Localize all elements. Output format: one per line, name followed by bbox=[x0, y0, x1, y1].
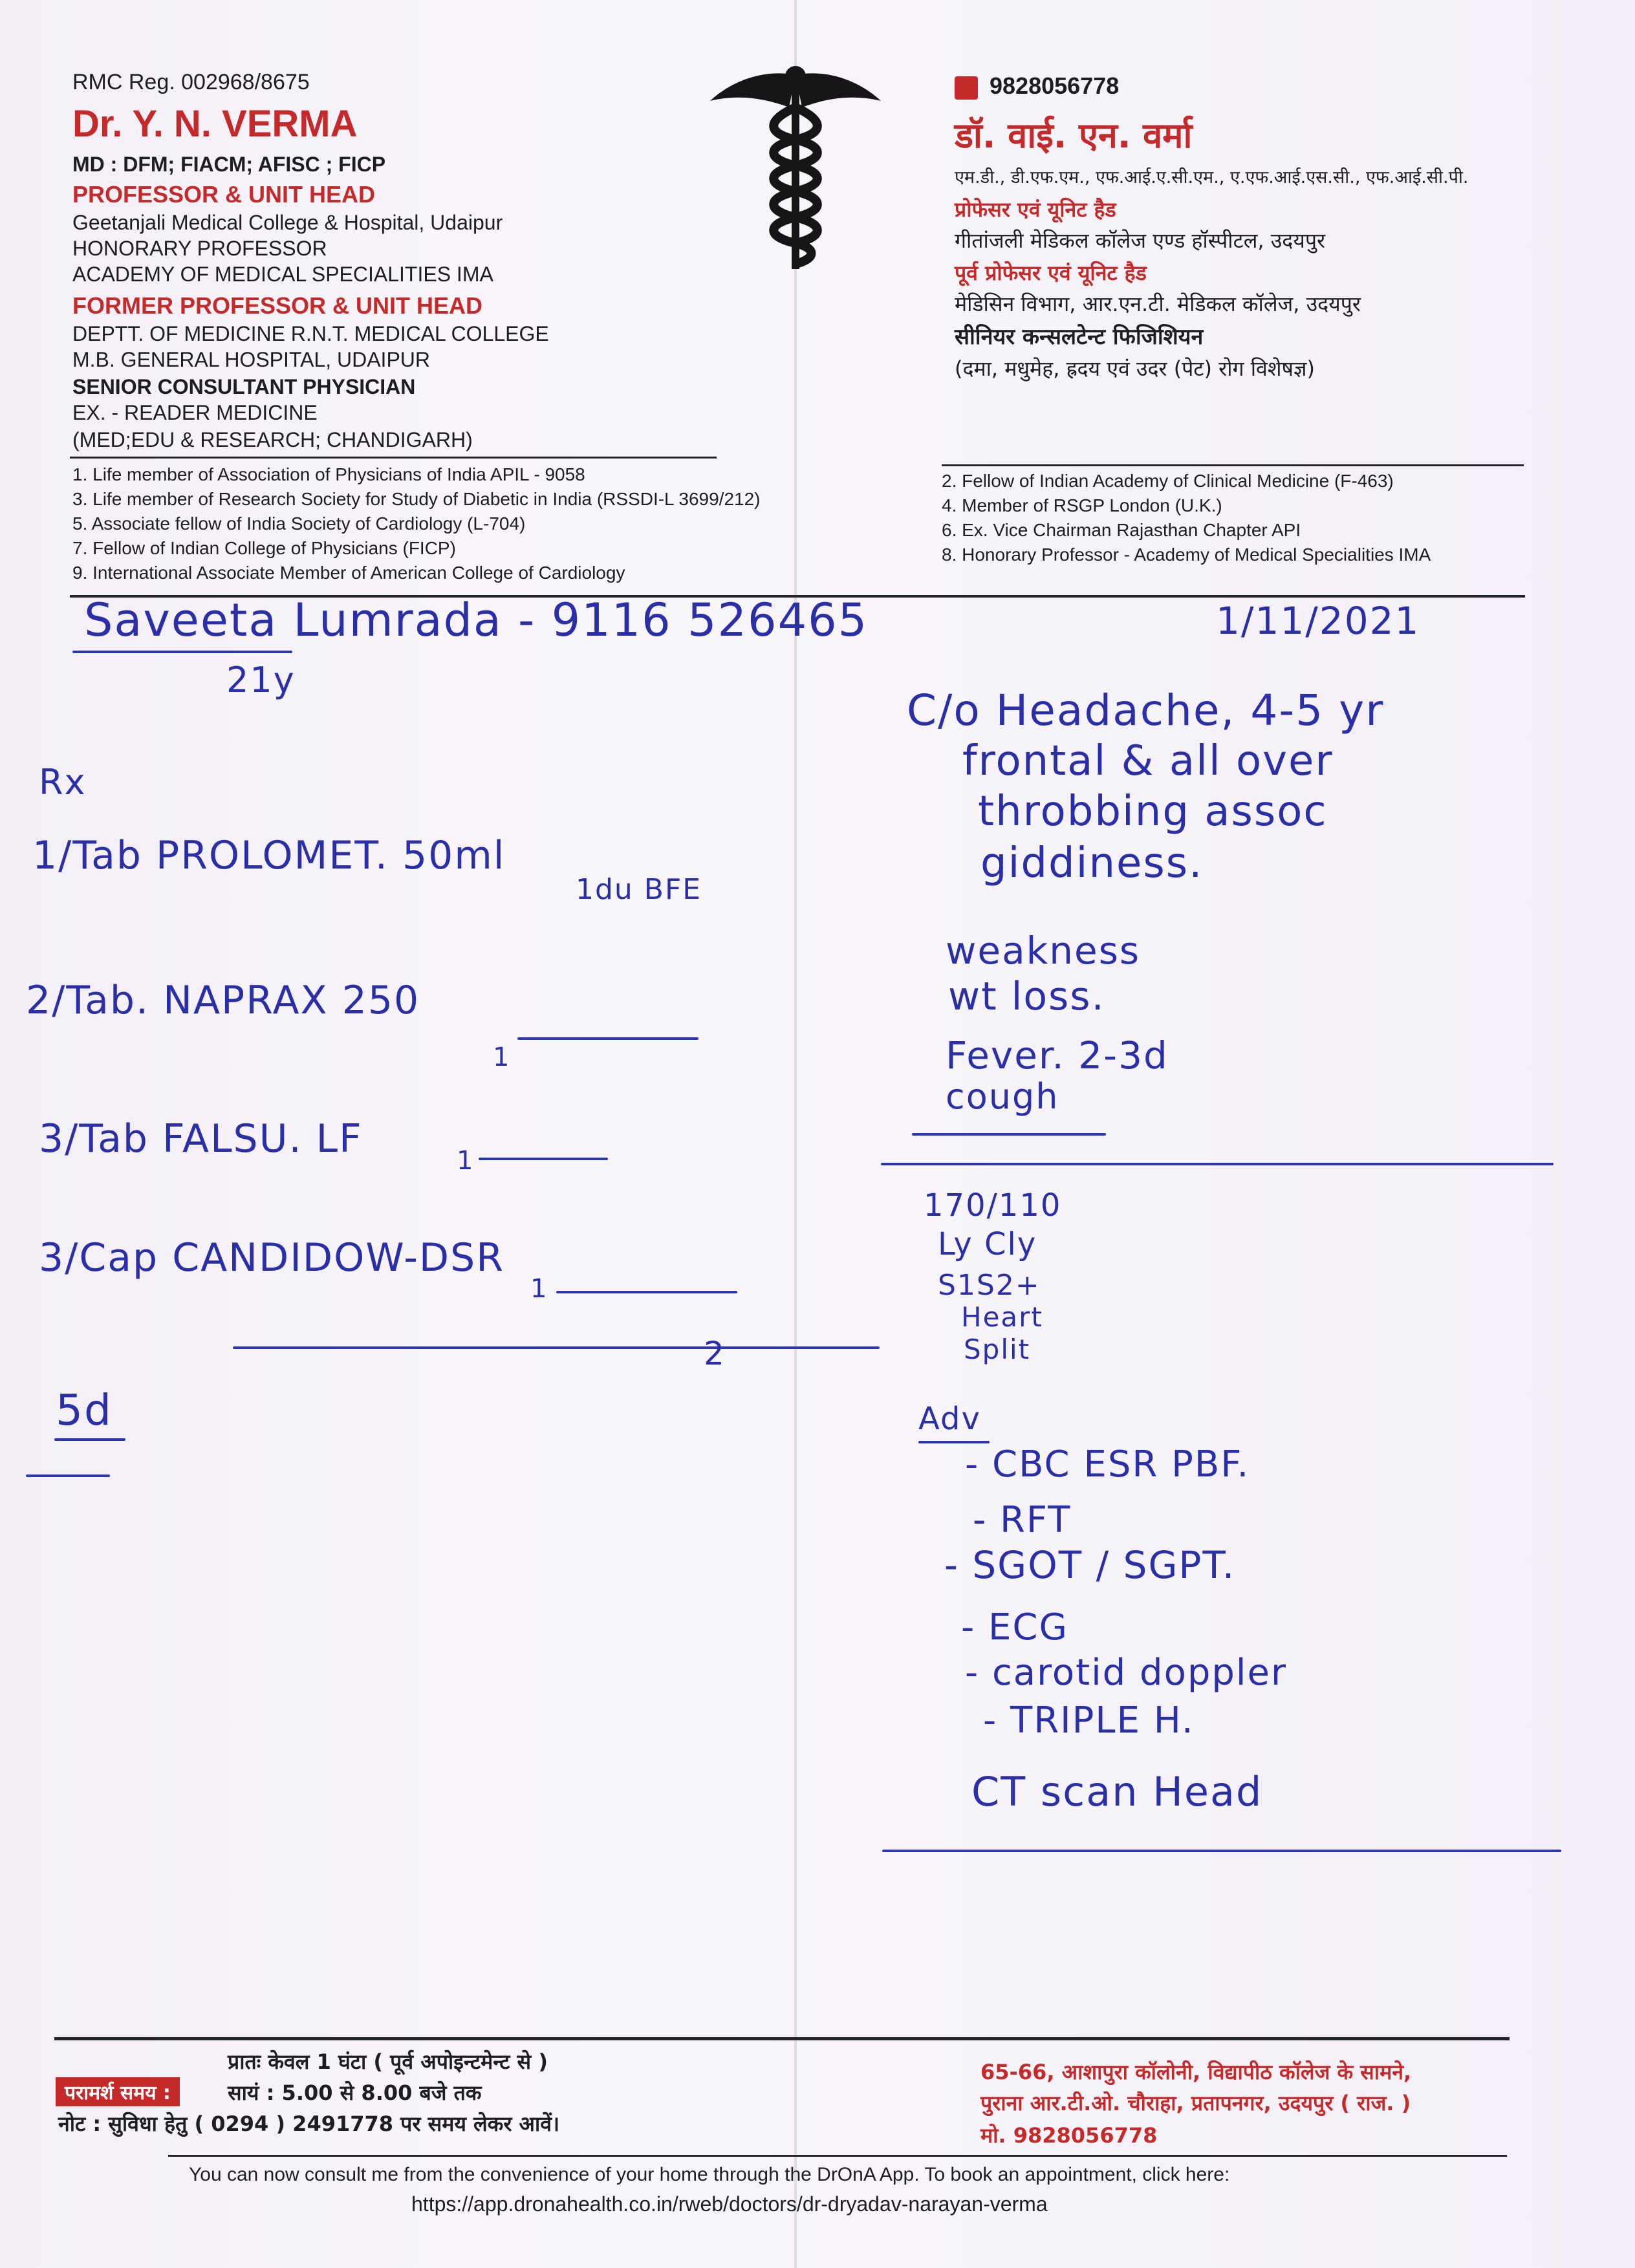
title-former: FORMER PROFESSOR & UNIT HEAD bbox=[72, 292, 483, 319]
medicine-4: 3/Cap CANDIDOW-DSR bbox=[39, 1235, 504, 1280]
title-former-hindi: पूर्व प्रोफेसर एवं यूनिट हैड bbox=[955, 261, 1147, 285]
complaint-line: wt loss. bbox=[948, 974, 1105, 1019]
caduceus-icon bbox=[705, 62, 886, 275]
timing-evening: सायं : 5.00 से 8.00 बजे तक bbox=[228, 2080, 482, 2105]
medicine-3-dose: 1 bbox=[457, 1146, 475, 1176]
rx-divider bbox=[233, 1346, 880, 1349]
investigation: - TRIPLE H. bbox=[983, 1700, 1195, 1742]
complaint-line: C/o Headache, 4-5 yr bbox=[907, 686, 1385, 735]
header-line: M.B. GENERAL HOSPITAL, UDAIPUR bbox=[72, 348, 430, 371]
header-divider bbox=[942, 464, 1524, 466]
header-line-hindi: मेडिसिन विभाग, आर.एन.टी. मेडिकल कॉलेज, उदयपुर bbox=[955, 292, 1361, 316]
rx-symbol: Rx bbox=[39, 762, 87, 803]
degrees-hindi: एम.डी., डी.एफ.एम., एफ.आई.ए.सी.एम., ए.एफ.आई.एस.सी., एफ.आई.सी.पी. bbox=[955, 167, 1469, 188]
underline bbox=[26, 1474, 110, 1477]
doctor-name-hindi: डॉ. वाई. एन. वर्मा bbox=[955, 115, 1193, 156]
address-line: पुराना आर.टी.ओ. चौराहा, प्रतापनगर, उदयपुर ( राज. ) bbox=[980, 2091, 1411, 2115]
exam-bp: 170/110 bbox=[924, 1187, 1062, 1224]
timing-morning: प्रातः केवल 1 घंटा ( पूर्व अपोइन्टमेन्ट से ) bbox=[228, 2049, 548, 2074]
exam-line: Split bbox=[964, 1334, 1031, 1365]
medicine-4-dose: 1 bbox=[530, 1274, 548, 1304]
degrees: MD : DFM; FIACM; AFISC ; FICP bbox=[72, 153, 386, 176]
header-line-hindi: (दमा, मधुमेह, ह्रदय एवं उदर (पेट) रोग विशेषज्ञ) bbox=[955, 356, 1316, 381]
dose-line bbox=[479, 1158, 608, 1160]
investigation: - SGOT / SGPT. bbox=[944, 1543, 1236, 1587]
patient-name-phone: Saveeta Lumrada - 9116 526465 bbox=[84, 594, 869, 647]
footer-divider bbox=[168, 2155, 1507, 2157]
header-line: Geetanjali Medical College & Hospital, Udaipur bbox=[72, 211, 503, 234]
app-promo: You can now consult me from the convenience of your home through the DrOnA App. To book an appointment, click here: bbox=[189, 2164, 1230, 2185]
complaint-underline bbox=[912, 1133, 1106, 1136]
investigation: - RFT bbox=[973, 1499, 1072, 1541]
membership-item: 1. Life member of Association of Physicians of India APIL - 9058 bbox=[72, 464, 585, 484]
header-line: ACADEMY OF MEDICAL SPECIALITIES IMA bbox=[72, 263, 493, 286]
dose-line bbox=[556, 1291, 737, 1293]
complaint-line: throbbing assoc bbox=[978, 788, 1328, 836]
membership-item: 4. Member of RSGP London (U.K.) bbox=[942, 495, 1222, 515]
rx-mark: 2 bbox=[704, 1335, 726, 1372]
medicine-2-dose: 1 bbox=[493, 1042, 511, 1072]
membership-item: 3. Life member of Research Society for Study of Diabetic in India (RSSDI-L 3699/212) bbox=[72, 489, 761, 509]
reg-number: RMC Reg. 002968/8675 bbox=[72, 70, 310, 94]
membership-item: 2. Fellow of Indian Academy of Clinical Medicine (F-463) bbox=[942, 471, 1394, 491]
app-link[interactable]: https://app.dronahealth.co.in/rweb/doctors/dr-dryadav-narayan-verma bbox=[411, 2192, 1048, 2216]
underline bbox=[72, 651, 292, 653]
visit-date: 1/11/2021 bbox=[1216, 599, 1420, 643]
doctor-name: Dr. Y. N. VERMA bbox=[72, 103, 358, 145]
address-line: 65-66, आशापुरा कॉलोनी, विद्यापीठ कॉलेज के सामने, bbox=[980, 2060, 1412, 2084]
header-line: DEPTT. OF MEDICINE R.N.T. MEDICAL COLLEGE bbox=[72, 322, 549, 345]
investigation: - carotid doppler bbox=[965, 1652, 1287, 1694]
complaint-line: giddiness. bbox=[980, 839, 1204, 887]
medicine-1: 1/Tab PROLOMET. 50ml bbox=[32, 833, 506, 878]
membership-item: 8. Honorary Professor - Academy of Medical Specialities IMA bbox=[942, 545, 1431, 565]
header-line: SENIOR CONSULTANT PHYSICIAN bbox=[72, 375, 416, 398]
complaint-line: weakness bbox=[946, 929, 1141, 973]
footer-divider bbox=[54, 2037, 1510, 2040]
exam-line: Ly Cly bbox=[938, 1226, 1037, 1262]
underline bbox=[54, 1438, 125, 1441]
title-professor-hindi: प्रोफेसर एवं यूनिट हैड bbox=[955, 197, 1116, 222]
complaint-line: cough bbox=[946, 1076, 1059, 1117]
mobile-number: मो. 9828056778 bbox=[980, 2123, 1158, 2148]
investigation: CT scan Head bbox=[971, 1768, 1263, 1815]
membership-item: 5. Associate fellow of India Society of Cardiology (L-704) bbox=[72, 513, 526, 534]
advice-label: Adv bbox=[918, 1401, 981, 1437]
phone-icon bbox=[955, 76, 978, 100]
dose-line bbox=[517, 1037, 698, 1040]
header-divider bbox=[70, 457, 717, 459]
patient-age: 21y bbox=[226, 660, 296, 700]
title-professor: PROFESSOR & UNIT HEAD bbox=[72, 181, 376, 208]
medicine-3: 3/Tab FALSU. LF bbox=[39, 1116, 363, 1161]
membership-item: 9. International Associate Member of American College of Cardiology bbox=[72, 563, 625, 583]
section-divider bbox=[882, 1850, 1561, 1852]
phone-number: 9828056778 bbox=[990, 72, 1120, 99]
booking-note: नोट : सुविधा हेतु ( 0294 ) 2491778 पर समय लेकर आवें। bbox=[58, 2111, 560, 2136]
header-line: EX. - READER MEDICINE bbox=[72, 401, 318, 424]
header-line-hindi: गीतांजली मेडिकल कॉलेज एण्ड हॉस्पीटल, उदयपुर bbox=[955, 228, 1326, 253]
title-consultant-hindi: सीनियर कन्सलटेन्ट फिजिशियन bbox=[955, 324, 1204, 350]
complaint-line: Fever. 2-3d bbox=[946, 1033, 1169, 1077]
section-divider bbox=[881, 1163, 1554, 1165]
header-line: HONORARY PROFESSOR bbox=[72, 237, 327, 260]
header-line: (MED;EDU & RESEARCH; CHANDIGARH) bbox=[72, 428, 473, 451]
exam-line: S1S2+ bbox=[938, 1269, 1041, 1302]
paper-fold bbox=[794, 0, 797, 2268]
investigation: - CBC ESR PBF. bbox=[965, 1443, 1250, 1485]
timing-label: परामर्श समय : bbox=[56, 2077, 180, 2106]
membership-item: 7. Fellow of Indian College of Physicians (FICP) bbox=[72, 538, 456, 558]
exam-line: Heart bbox=[961, 1301, 1043, 1333]
membership-item: 6. Ex. Vice Chairman Rajasthan Chapter API bbox=[942, 520, 1301, 540]
complaint-line: frontal & all over bbox=[962, 737, 1334, 785]
medicine-1-dose: 1du BFE bbox=[576, 873, 702, 906]
medicine-2: 2/Tab. NAPRAX 250 bbox=[26, 978, 420, 1023]
investigation: - ECG bbox=[961, 1606, 1068, 1648]
duration: 5d bbox=[56, 1385, 113, 1435]
